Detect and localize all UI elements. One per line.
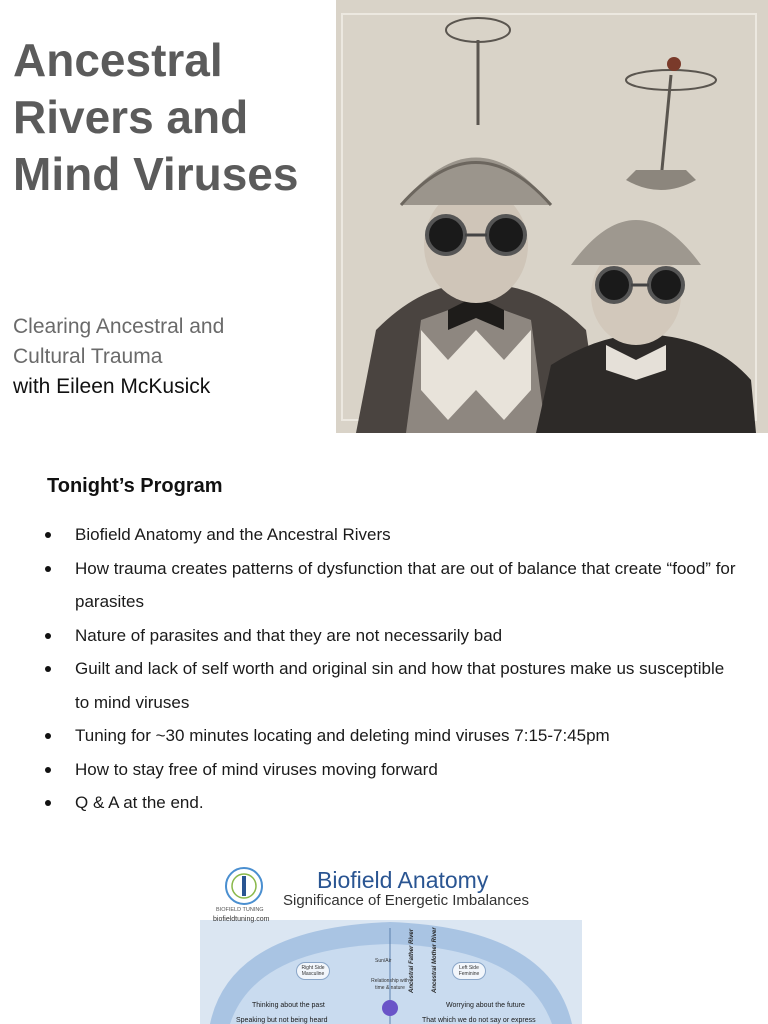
right-line-2: That which we do not say or express <box>422 1017 536 1024</box>
slide-title <box>13 32 333 203</box>
father-river-label: Ancestral Father River <box>409 928 415 993</box>
diagram-subtitle: Significance of Energetic Imbalances <box>283 892 529 909</box>
list-item: Nature of parasites and that they are not necessarily bad <box>0 619 768 653</box>
biofield-anatomy-diagram <box>200 858 582 1024</box>
sun-air-label: Sun/Air <box>375 958 392 964</box>
title-line: Mind Viruses <box>13 148 299 200</box>
center-text: Relationship with time & nature <box>371 978 409 991</box>
program-list <box>0 518 768 820</box>
right-line-1: Worrying about the future <box>446 1002 525 1009</box>
list-item: Q & A at the end. <box>0 786 768 820</box>
left-side-node: Left Side Feminine <box>452 962 486 980</box>
vintage-photo-two-boys <box>336 0 768 433</box>
subtitle-line: Clearing Ancestral and <box>13 315 225 338</box>
list-item: How to stay free of mind viruses moving forward <box>0 753 768 787</box>
author-line: with Eileen McKusick <box>13 375 211 398</box>
title-line: Rivers and <box>13 91 249 143</box>
program-heading: Tonight’s Program <box>47 475 223 497</box>
title-line: Ancestral <box>13 34 223 86</box>
list-item: Guilt and lack of self worth and original sin and how that postures make us susceptible to mind viruses <box>0 652 768 719</box>
biofield-logo-icon <box>226 868 262 904</box>
list-item: Biofield Anatomy and the Ancestral Rivers <box>0 518 768 552</box>
left-line-2: Speaking but not being heard <box>236 1017 328 1024</box>
list-item: Tuning for ~30 minutes locating and deleting mind viruses 7:15-7:45pm <box>0 719 768 753</box>
logo-url: biofieldtuning.com <box>213 916 270 923</box>
subtitle-line: Cultural Trauma <box>13 345 163 368</box>
right-side-node: Right Side Masculine <box>296 962 330 980</box>
slide-subtitle <box>13 312 333 402</box>
title-slide <box>0 0 768 433</box>
logo-text: BIOFIELD TUNING <box>216 907 264 913</box>
left-line-1: Thinking about the past <box>252 1002 325 1009</box>
diagram-title: Biofield Anatomy <box>317 867 489 893</box>
mother-river-label: Ancestral Mother River <box>432 927 438 993</box>
list-item: How trauma creates patterns of dysfunction that are out of balance that create “food” for parasites <box>0 552 768 619</box>
